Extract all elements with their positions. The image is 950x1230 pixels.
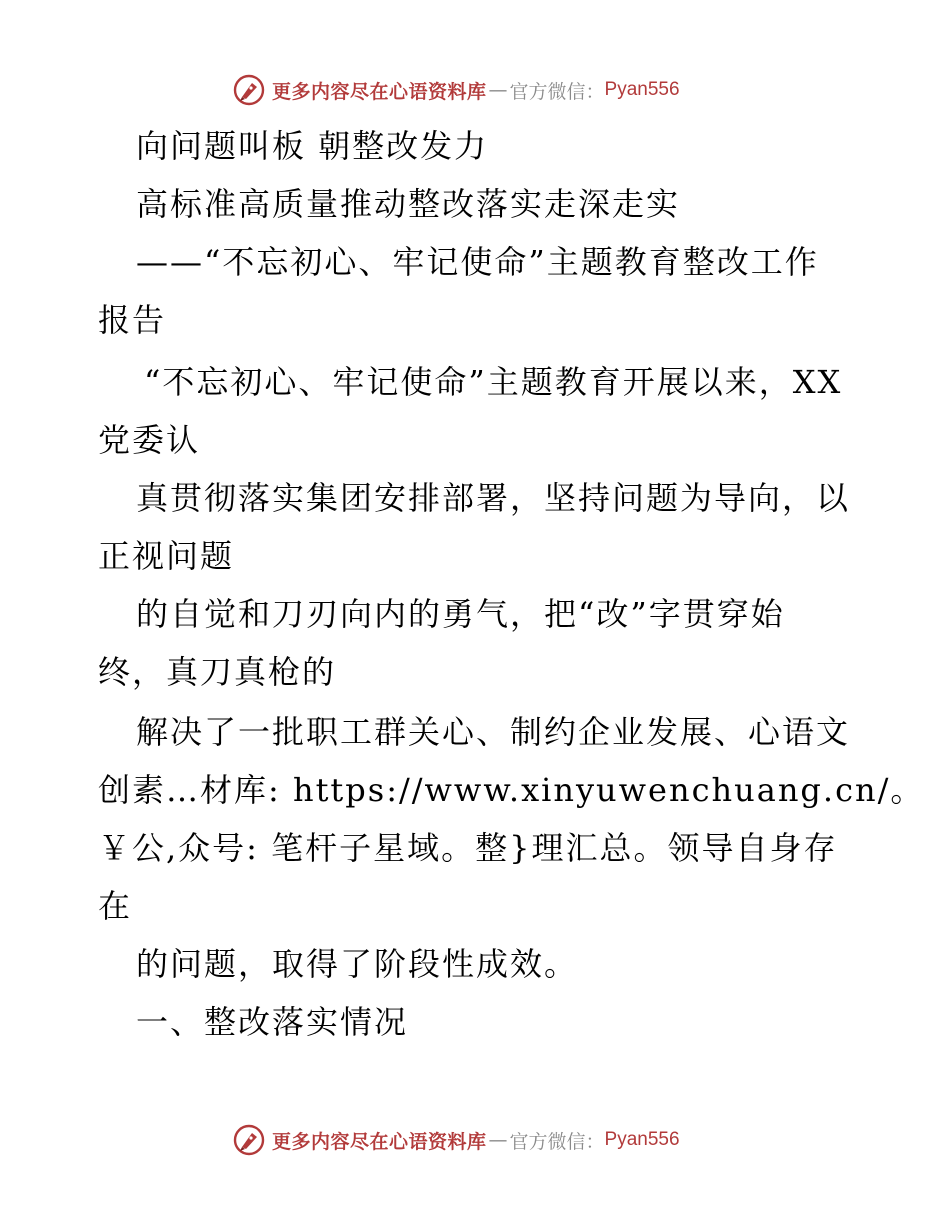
section-heading: 一、整改落实情况 bbox=[136, 1003, 409, 1041]
paragraph-line: 解决了一批职工群关心、制约企业发展、心语文 bbox=[136, 713, 851, 751]
banner-wechat-label: 官方微信： bbox=[509, 80, 605, 103]
banner-title: 更多内容尽在心语资料库 bbox=[272, 80, 487, 103]
document-title-line-2: 高标准高质量推动整改落实走深走实 bbox=[136, 185, 681, 223]
pen-nib-logo-icon bbox=[232, 1123, 266, 1157]
paragraph-line: 的问题，取得了阶段性成效。 bbox=[136, 945, 579, 983]
paragraph-line: “不忘初心、牢记使命”主题教育开展以来，XX bbox=[144, 363, 843, 401]
paragraph-line: 正视问题 bbox=[98, 537, 235, 575]
paragraph-line-url: 创素…材库: https://www.xinyuwenchuang.cn/。 bbox=[98, 771, 925, 809]
document-subtitle-line-1: ——“不忘初心、牢记使命”主题教育整改工作 bbox=[136, 243, 819, 281]
banner-wechat-id: Pyan556 bbox=[604, 79, 680, 100]
paragraph-line: 终，真刀真枪的 bbox=[98, 653, 337, 691]
header-banner bbox=[232, 72, 680, 108]
paragraph-line: 真贯彻落实集团安排部署，坚持问题为导向，以 bbox=[136, 479, 851, 517]
banner-wechat-id: Pyan556 bbox=[604, 1129, 680, 1150]
paragraph-line: 在 bbox=[98, 887, 133, 925]
banner-title: 更多内容尽在心语资料库 bbox=[272, 1130, 487, 1153]
document-subtitle-line-2: 报告 bbox=[98, 301, 167, 339]
pen-nib-logo-icon bbox=[232, 73, 266, 107]
paragraph-line: 的自觉和刀刃向内的勇气，把“改”字贯穿始 bbox=[136, 595, 785, 633]
document-title-line-1: 向问题叫板 朝整改发力 bbox=[136, 127, 489, 165]
banner-dash: — bbox=[488, 1129, 508, 1151]
footer-banner bbox=[232, 1122, 680, 1158]
banner-wechat-label: 官方微信： bbox=[509, 1130, 605, 1153]
paragraph-line: 党委认 bbox=[98, 421, 201, 459]
paragraph-line: ￥公,众号: 笔杆子星域。整}理汇总。领导自身存 bbox=[98, 829, 838, 867]
banner-dash: — bbox=[488, 79, 508, 101]
